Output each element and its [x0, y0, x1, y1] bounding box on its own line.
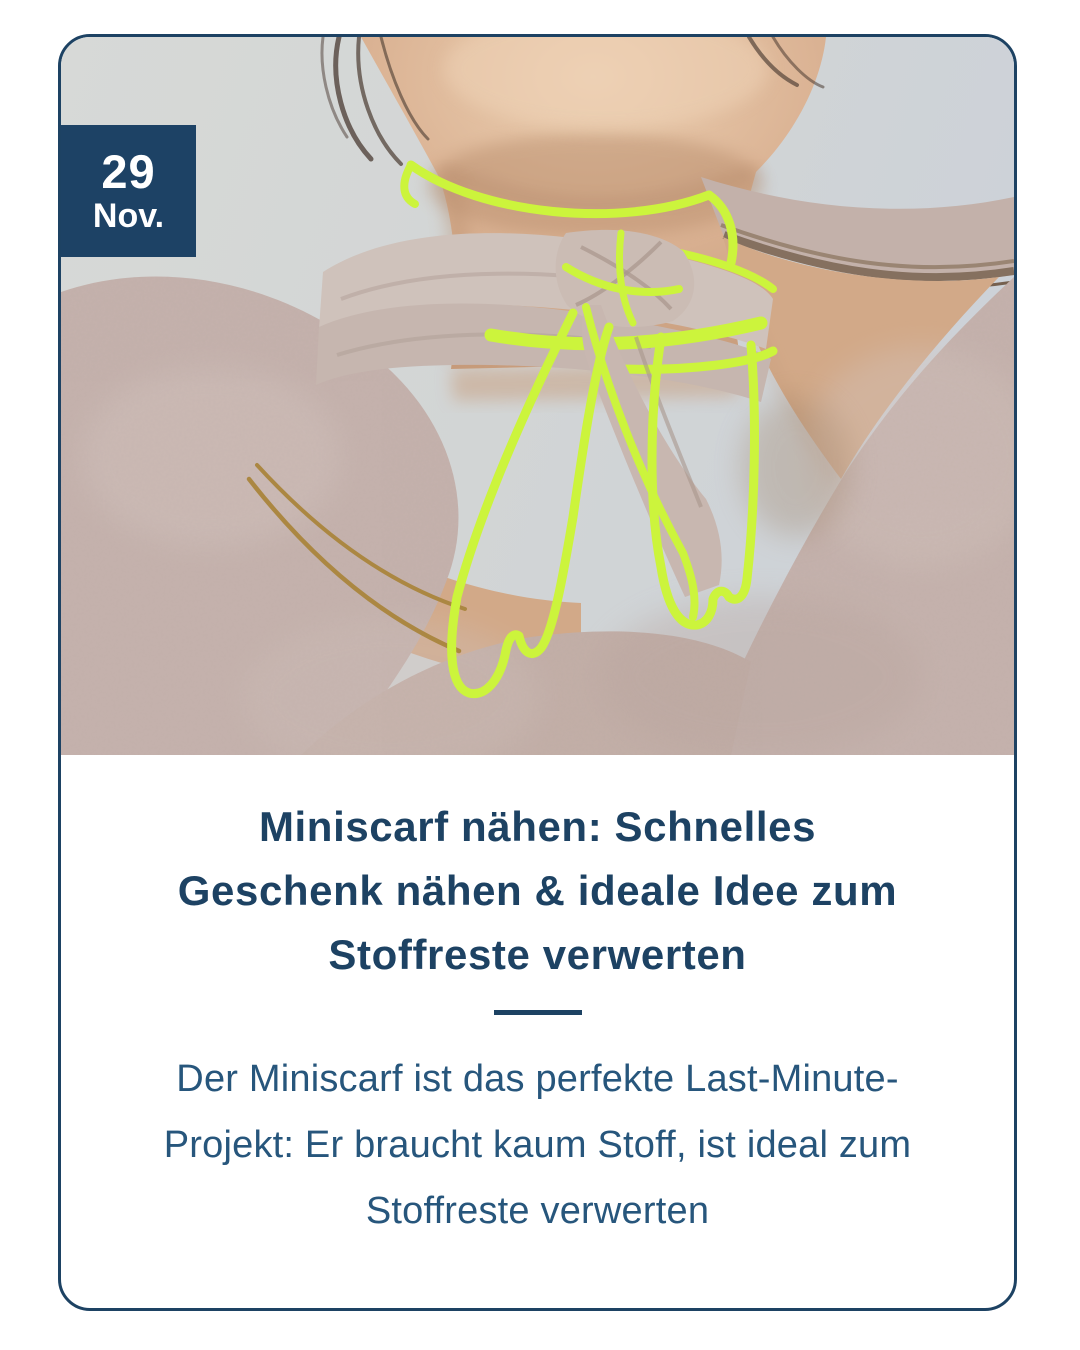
excerpt-line: Der Miniscarf ist das perfekte Last-Minute- — [176, 1058, 899, 1100]
post-title — [101, 795, 974, 987]
excerpt-line: Stoffreste verwerten — [365, 1190, 710, 1232]
title-line: Miniscarf nähen: Schnelles — [258, 803, 817, 850]
post-photo — [61, 37, 1014, 755]
post-excerpt — [101, 1046, 974, 1244]
excerpt-line: Projekt: Er braucht kaum Stoff, ist ideal zum — [163, 1124, 912, 1166]
date-day: 29 — [101, 145, 156, 199]
title-line: Stoffreste verwerten — [328, 931, 747, 978]
post-photo-illustration — [61, 37, 1014, 755]
title-line: Geschenk nähen & ideale Idee zum — [177, 867, 898, 914]
date-badge — [61, 125, 196, 257]
post-card[interactable] — [58, 34, 1017, 1311]
title-divider — [494, 1010, 582, 1015]
post-content — [61, 755, 1014, 1244]
date-month: Nov. — [92, 197, 165, 236]
